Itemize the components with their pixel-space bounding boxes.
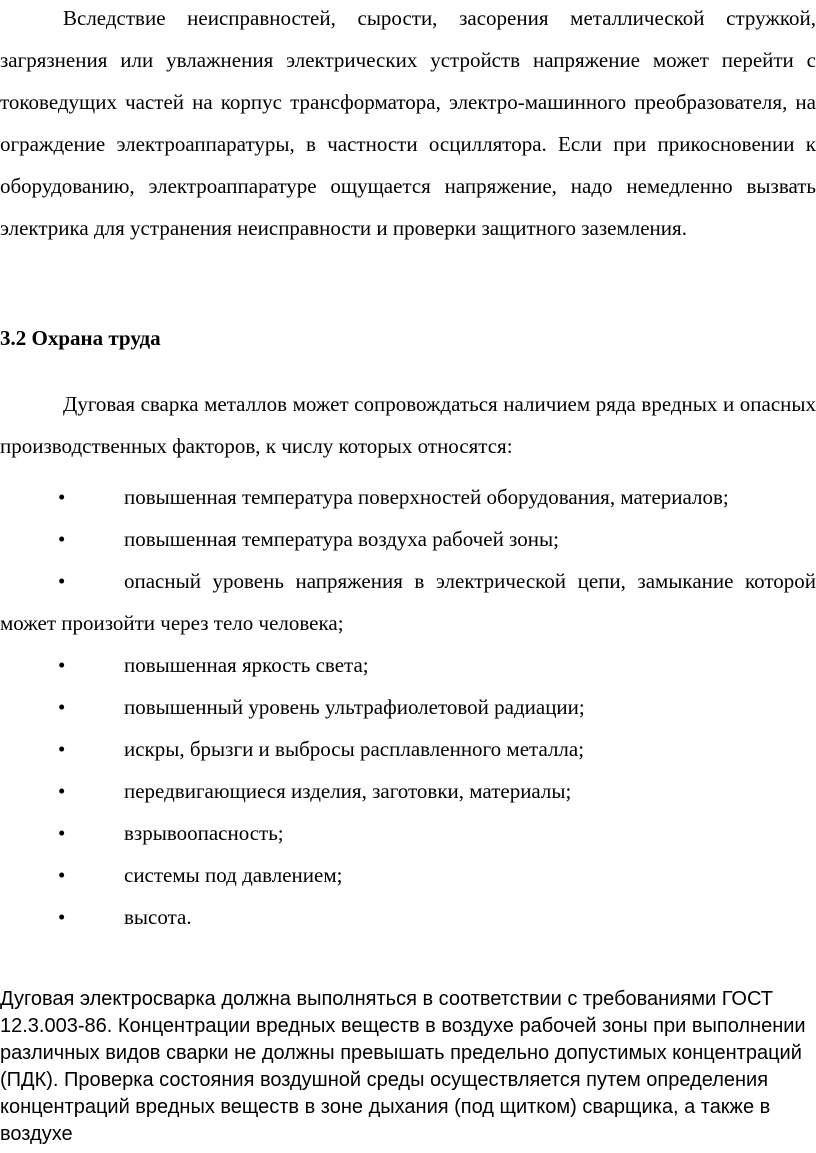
list-item — [0, 644, 816, 686]
list-item-text: искры, брызги и выбросы расплавленного металла; — [124, 737, 585, 761]
bullet-icon: • — [58, 527, 66, 551]
list-item — [0, 728, 816, 770]
list-item — [0, 518, 816, 560]
list-item — [0, 896, 816, 938]
section-intro-paragraph — [0, 383, 816, 467]
section-intro-text: Дуговая сварка металлов может сопровождаться наличием ряда вредных и опасных производственных факторов, к числу которых относятся: — [0, 392, 816, 458]
list-item — [0, 476, 816, 518]
intro-paragraph-text: Вследствие неисправностей, сырости, засорения металлической стружкой, загрязнения или увлажнения электрических устройств напряжение может перейти с токоведущих частей на корпус трансформатора, электро-машинного преобразователя, на ограждение электроаппаратуры, в частности осциллятора. Если при прикосновении к оборудованию, электроаппаратуре ощущается напряжение, надо немедленно вызвать электрика для устранения неисправности и проверки защитного заземления. — [0, 6, 816, 240]
bullet-icon: • — [58, 863, 66, 887]
bullet-icon: • — [58, 653, 66, 677]
list-item-text: повышенная яркость света; — [124, 653, 369, 677]
list-item — [0, 854, 816, 896]
hazard-list — [0, 476, 816, 938]
bullet-icon: • — [58, 821, 66, 845]
list-item-text: повышенный уровень ультрафиолетовой радиации; — [124, 695, 585, 719]
list-item-text: передвигающиеся изделия, заготовки, материалы; — [124, 779, 572, 803]
bullet-icon: • — [58, 737, 66, 761]
bullet-icon: • — [58, 905, 66, 929]
intro-paragraph — [0, 0, 816, 249]
list-item-text: опасный уровень напряжения в электрической цепи, замыкание которой может произойти через тело человека; — [0, 569, 816, 635]
section-heading: 3.2 Охрана труда — [0, 326, 161, 350]
closing-paragraph: Дуговая электросварка должна выполняться в соответствии с требованиями ГОСТ 12.3.003-86. Концентрации вредных веществ в воздухе рабочей зоны при выполнении различных видов сварки не должны превышать предельно допустимых концентраций (ПДК). Проверка состояния воздушной среды осуществляется путем определения концентраций вредных веществ в зоне дыхания (под щитком) сварщика, а также в воздухе — [0, 988, 806, 1145]
bullet-icon: • — [58, 695, 66, 719]
bullet-icon: • — [58, 779, 66, 803]
list-item — [0, 560, 816, 644]
list-item-text: повышенная температура поверхностей оборудования, материалов; — [124, 485, 729, 509]
list-item-text: повышенная температура воздуха рабочей зоны; — [124, 527, 559, 551]
list-item — [0, 686, 816, 728]
list-item-text: системы под давлением; — [124, 863, 343, 887]
bullet-icon: • — [58, 569, 66, 593]
bullet-icon: • — [58, 485, 66, 509]
list-item — [0, 770, 816, 812]
list-item-text: высота. — [124, 905, 192, 929]
list-item — [0, 812, 816, 854]
list-item-text: взрывоопасность; — [124, 821, 284, 845]
